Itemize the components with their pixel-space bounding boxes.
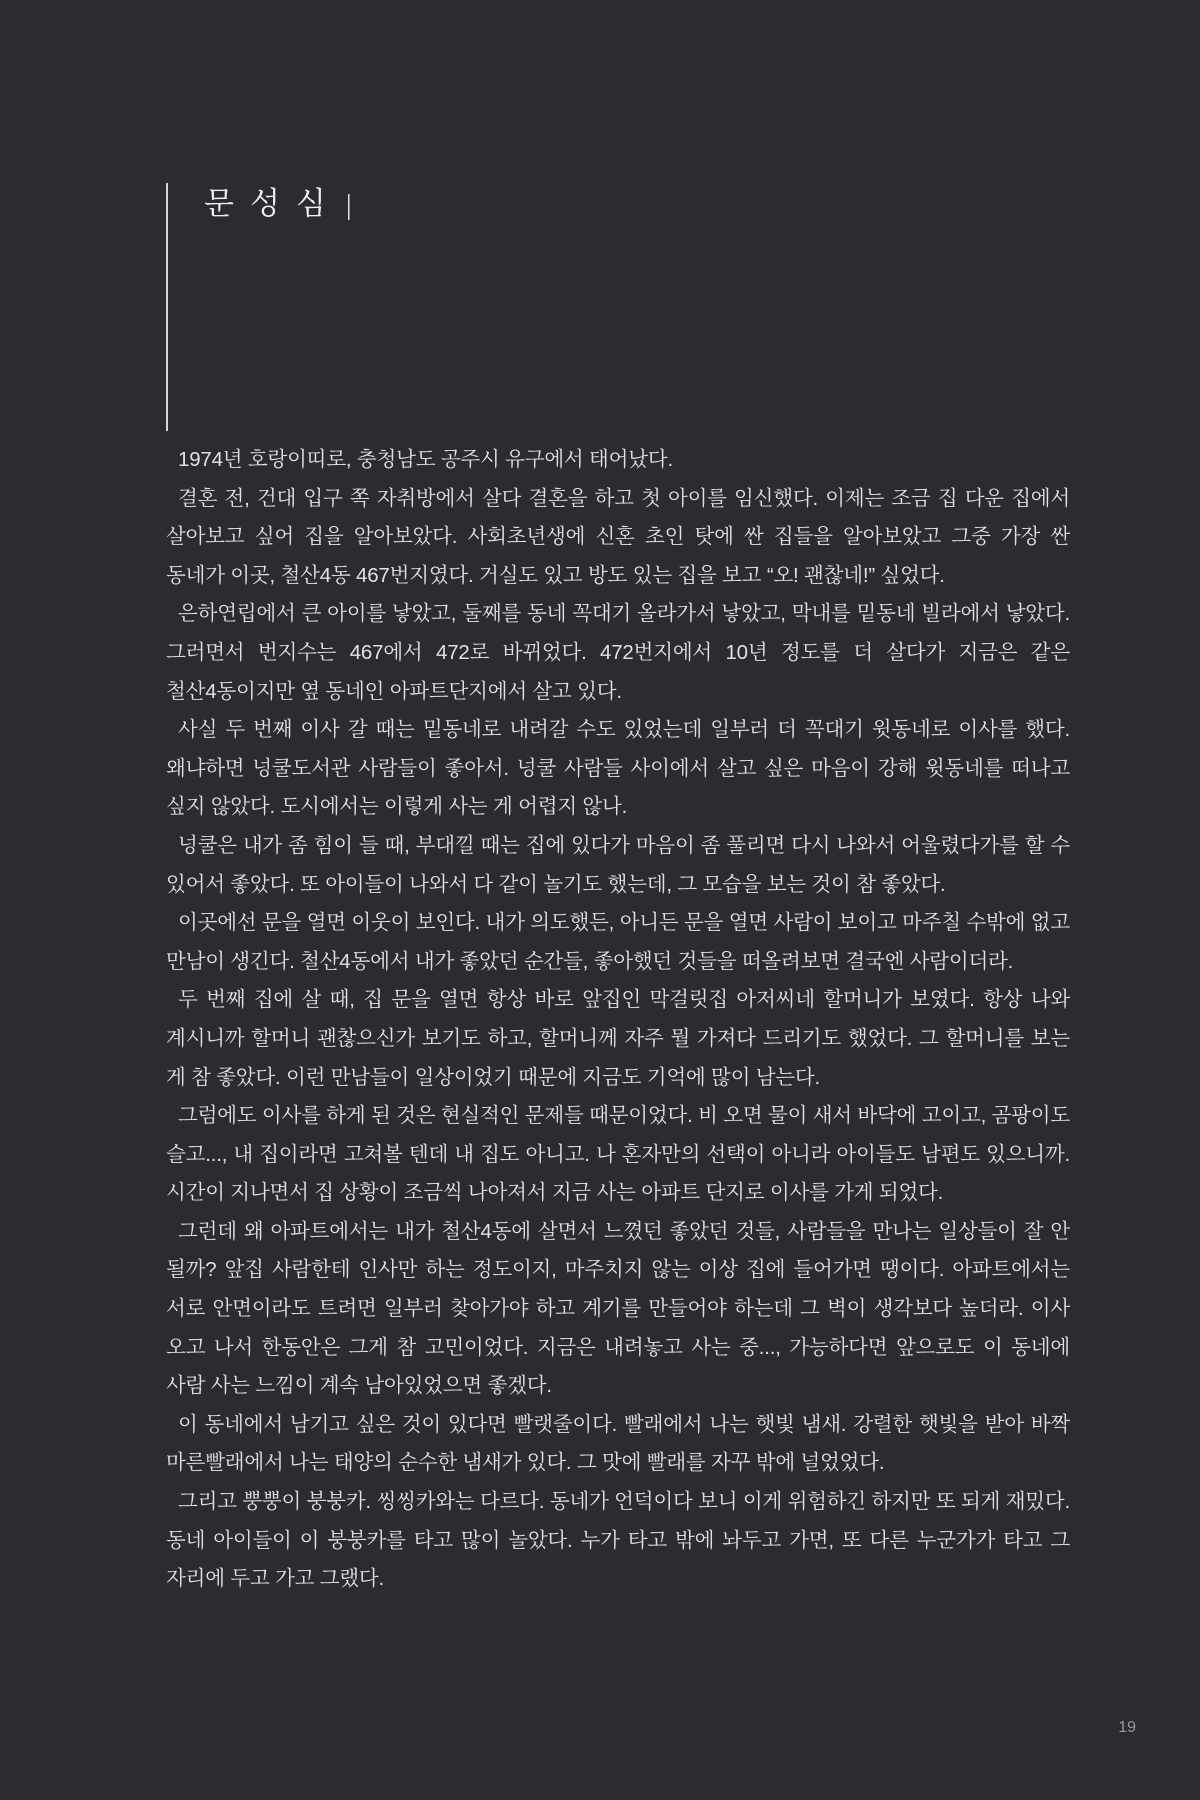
paragraph: 넝쿨은 내가 좀 힘이 들 때, 부대낄 때는 집에 있다가 마음이 좀 풀리면 다시 나와서 어울렸다가를 할 수 있어서 좋았다. 또 아이들이 나와서 다 같이 놀기도 했는데, 그 모습을 보는 것이 참 좋았다. [166,833,1070,896]
paragraph: 두 번째 집에 살 때, 집 문을 열면 항상 바로 앞집인 막걸릿집 아저씨네 할머니가 보였다. 항상 나와 계시니까 할머니 괜찮으신가 보기도 하고, 할머니께 자주 뭘 가져다 드리기도 했었다. 그 할머니를 보는 게 참 좋았다. 이런 만남들이 일상이었기 때문에 지금도 기억에 많이 남는다. [166,988,1070,1089]
page-number: 19 [1118,1719,1136,1736]
title-left-rule [166,183,168,431]
title-divider-bar: | [345,189,352,221]
paragraph: 결혼 전, 건대 입구 쪽 자취방에서 살다 결혼을 하고 첫 아이를 임신했다. 이제는 조금 집 다운 집에서 살아보고 싶어 집을 알아보았다. 사회초년생에 신혼 초인 탓에 싼 집들을 알아보았고 그중 가장 싼 동네가 이곳, 철산4동 467번지였다. 거실도 있고 방도 있는 집을 보고 “오! 괜찮네!” 싶었다. [166,486,1071,587]
paragraph: 이곳에선 문을 열면 이웃이 보인다. 내가 의도했든, 아니든 문을 열면 사람이 보이고 마주칠 수밖에 없고 만남이 생긴다. 철산4동에서 내가 좋았던 순간들, 좋아했던 것들을 떠올려보면 결국엔 사람이더라. [166,911,1070,973]
author-name: 문성심 [204,186,342,221]
paragraph: 이 동네에서 남기고 싶은 것이 있다면 빨랫줄이다. 빨래에서 나는 햇빛 냄새. 강렬한 햇빛을 받아 바짝 마른빨래에서 나는 태양의 순수한 냄새가 있다. 그 맛에 빨래를 자꾸 밖에 널었었다. [166,1412,1071,1475]
paragraph: 1974년 호랑이띠로, 충청남도 공주시 유구에서 태어났다. [178,448,673,471]
article-body [166,441,1070,1599]
paragraph: 은하연립에서 큰 아이를 낳았고, 둘째를 동네 꼭대기 올라가서 낳았고, 막내를 밑동네 빌라에서 낳았다. 그러면서 번지수는 467에서 472로 바뀌었다. 472번지에서 10년 정도를 더 살다가 지금은 같은 철산4동이지만 옆 동네인 아파트단지에서 살고 있다. [166,602,1070,703]
paragraph: 그리고 뿡뿡이 붕붕카. 씽씽카와는 다르다. 동네가 언덕이다 보니 이게 위험하긴 하지만 또 되게 재밌다. 동네 아이들이 이 붕붕카를 타고 많이 놀았다. 누가 타고 밖에 놔두고 가면, 또 다른 누군가가 타고 그 자리에 두고 가고 그랬다. [166,1490,1070,1591]
paragraph: 그런데 왜 아파트에서는 내가 철산4동에 살면서 느꼈던 좋았던 것들, 사람들을 만나는 일상들이 잘 안 될까? 앞집 사람한테 인사만 하는 정도이지, 마주치지 않는 이상 집에 들어가면 땡이다. 아파트에서는 서로 안면이라도 트려면 일부러 찾아가야 하고 계기를 만들어야 하는데 그 벽이 생각보다 높더라. 이사 오고 나서 한동안은 그게 참 고민이었다. 지금은 내려놓고 사는 중..., 가능하다면 앞으로도 이 동네에 사람 사는 느낌이 계속 남아있었으면 좋겠다. [166,1219,1070,1398]
paragraph: 사실 두 번째 이사 갈 때는 밑동네로 내려갈 수도 있었는데 일부러 더 꼭대기 윗동네로 이사를 했다. 왜냐하면 넝쿨도서관 사람들이 좋아서. 넝쿨 사람들 사이에서 살고 싶은 마음이 강해 윗동네를 떠나고 싶지 않았다. 도시에서는 이렇게 사는 게 어렵지 않나. [166,718,1070,819]
page-title [204,186,352,223]
paragraph: 그럼에도 이사를 하게 된 것은 현실적인 문제들 때문이었다. 비 오면 물이 새서 바닥에 고이고, 곰팡이도 슬고..., 내 집이라면 고쳐볼 텐데 내 집도 아니고. 나 혼자만의 선택이 아니라 아이들도 남편도 있으니까. 시간이 지나면서 집 상황이 조금씩 나아져서 지금 사는 아파트 단지로 이사를 가게 되었다. [166,1104,1070,1205]
